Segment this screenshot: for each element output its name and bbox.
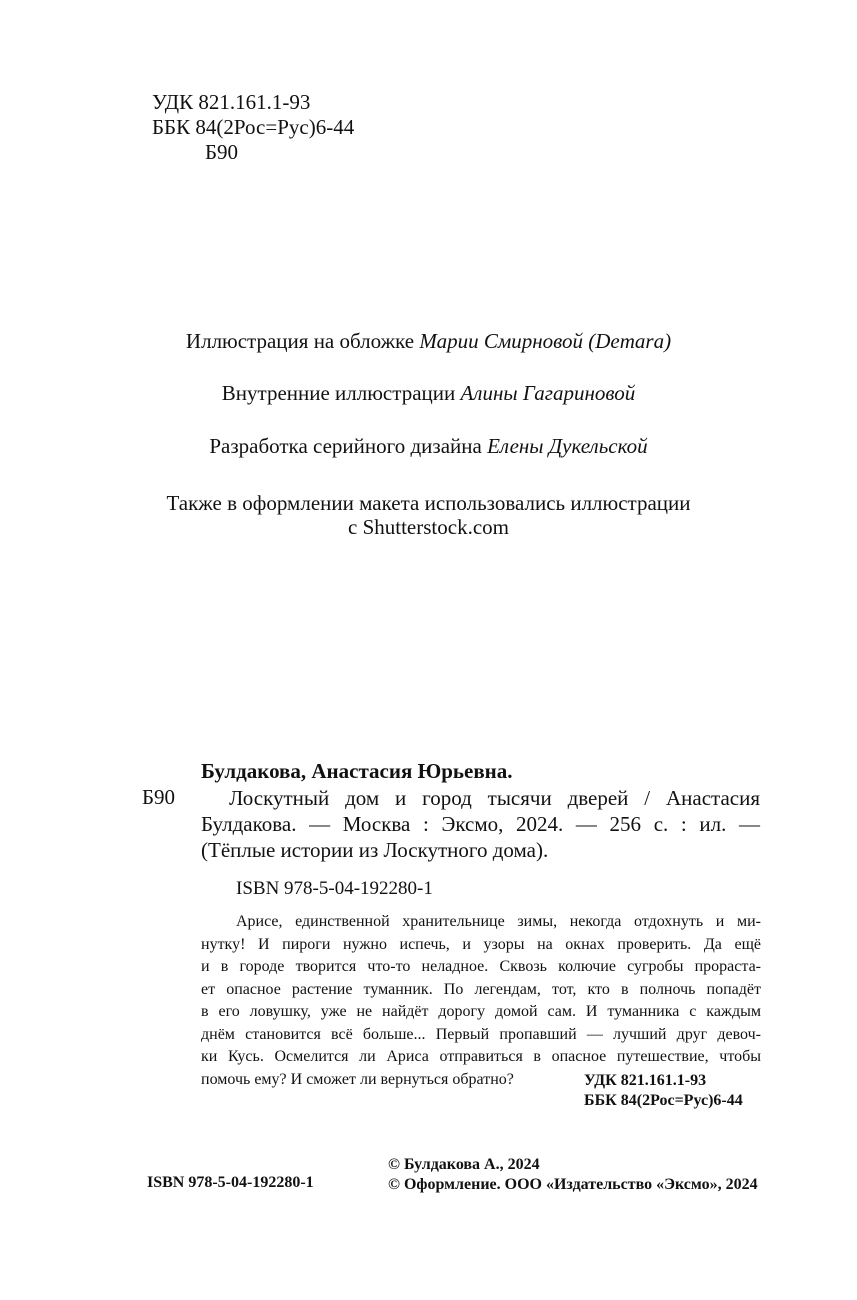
bib-author-mark: Б90	[142, 785, 176, 809]
cover-illustration-credit: Иллюстрация на обложке Марии Смирновой (Demara)	[185, 329, 672, 353]
footer-isbn: ISBN 978-5-04-192280-1	[147, 1174, 314, 1191]
bibliographic-description: Лоскутный дом и город тысячи дверей / Анастасия Булдакова. — Москва : Эксмо, 2024. — 256 с. : ил. — (Тёплые истории из Лоскутного дома).	[201, 786, 760, 862]
annotation-line: помочь ему? И сможет ли вернуться обратно?	[201, 1070, 514, 1088]
copyright-author: © Булдакова А., 2024	[388, 1156, 540, 1173]
annotation-line: днём становится всё больше... Первый пропавший — лучший друг девоч-	[201, 1025, 761, 1043]
series-designer-name: Елены Дукельской	[487, 434, 648, 458]
footer-udk: УДК 821.161.1-93	[584, 1072, 707, 1089]
annotation	[201, 911, 761, 1091]
annotation-line: ки Кусь. Осмелится ли Ариса отправиться в опасное путешествие, чтобы	[201, 1048, 761, 1065]
stock-credit: Также в оформлении макета использовались иллюстрации с Shutterstock.com	[166, 491, 691, 539]
isbn-line: ISBN 978-5-04-192280-1	[236, 878, 433, 899]
series-design-credit: Разработка серийного дизайна Елены Дукельской	[209, 434, 648, 458]
author-heading: Булдакова, Анастасия Юрьевна.	[201, 759, 513, 783]
annotation-line: в его ловушку, уже не найдёт дорогу домой сам. И туманника с каждым	[201, 1003, 761, 1020]
copyright-design: © Оформление. ООО «Издательство «Эксмо», 2024	[388, 1175, 758, 1193]
classification-codes	[152, 90, 354, 165]
annotation-line: ет опасное растение туманник. По легендам, тот, кто в полночь попадёт	[201, 980, 761, 998]
inner-illustrator-name: Алины Гагариновой	[460, 381, 636, 405]
footer-bbk: ББК 84(2Рос=Рус)6-44	[584, 1091, 743, 1109]
annotation-line: Арисе, единственной хранительнице зимы, некогда отдохнуть и ми-	[236, 913, 761, 930]
copyright-notices	[388, 1155, 758, 1194]
udk-code: УДК 821.161.1-93	[152, 90, 311, 114]
author-mark: Б90	[205, 140, 239, 164]
footer-codes	[584, 1071, 743, 1110]
inner-illustration-credit: Внутренние иллюстрации Алины Гагариновой	[221, 381, 636, 405]
annotation-line: и в городе творится что-то неладное. Сквозь колючие сугробы прораста-	[201, 958, 761, 975]
annotation-line: нутку! И пироги нужно испечь, и узоры на окнах проверить. Да ещё	[201, 935, 761, 953]
cover-illustrator-name: Марии Смирновой (Demara)	[419, 329, 672, 353]
bbk-code: ББК 84(2Рос=Рус)6-44	[152, 115, 355, 139]
